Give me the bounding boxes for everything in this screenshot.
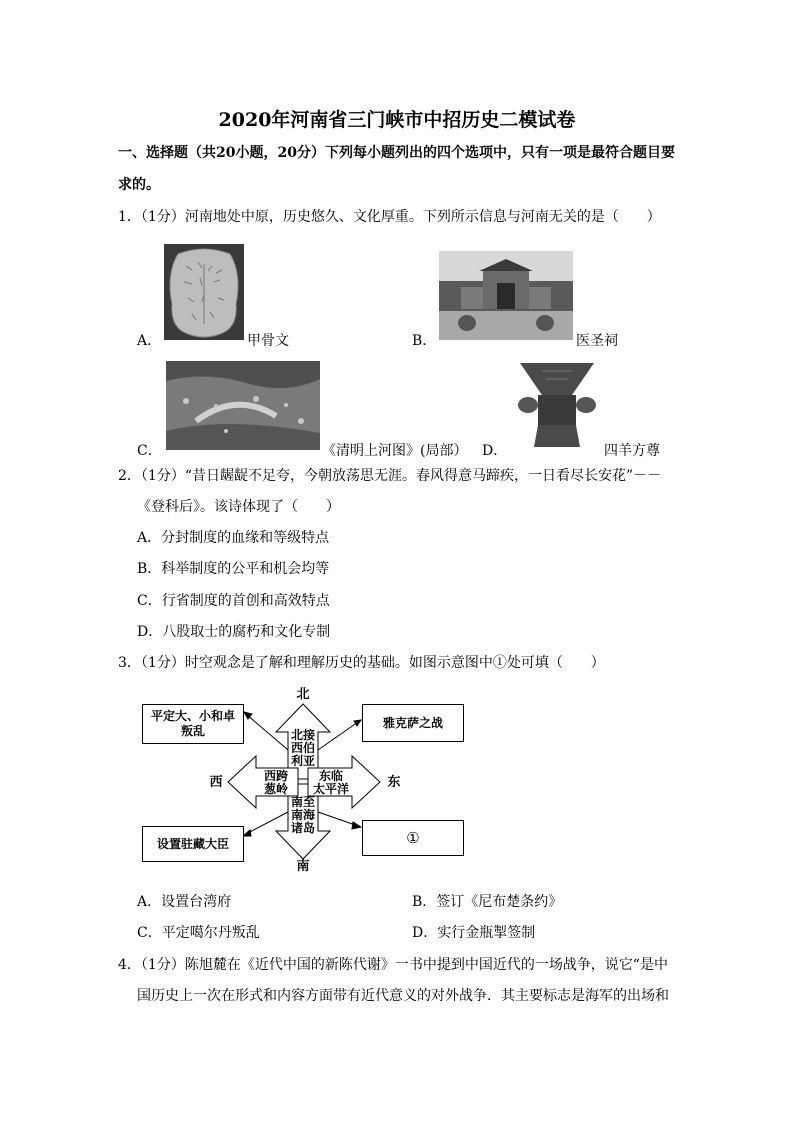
- arrow-south-text: 南至 南海 诸岛: [290, 795, 315, 835]
- q1-option-a-caption: 甲骨文: [247, 333, 289, 349]
- diagram-west-label: 西: [209, 775, 223, 790]
- box-northeast: 雅克萨之战: [362, 704, 464, 742]
- q3-option-d: D．实行金瓶掣签制: [412, 925, 536, 941]
- q1-option-c-letter: C．: [137, 443, 162, 459]
- diagram-south-label: 南: [296, 859, 310, 874]
- q3-stem: 3．（1分）时空观念是了解和理解历史的基础。如图示意图中①处可填（ ）: [118, 655, 605, 671]
- q3-option-b: B．签订《尼布楚条约》: [412, 894, 563, 910]
- q1-option-b-caption: 医圣祠: [576, 333, 618, 349]
- q4-stem-line2: 国历史上一次在形式和内容方面带有近代意义的对外战争．其主要标志是海军的出场和: [137, 988, 669, 1004]
- q2-option-a: A．分封制度的血缘和等级特点: [137, 530, 330, 546]
- arrow-east-text: 东临 太平洋: [312, 769, 349, 796]
- four-goat-zun-image: [512, 361, 602, 449]
- q1-option-d-caption: 四羊方尊: [604, 443, 660, 459]
- q2-stem-line1: 2．（1分）“昔日龌龊不足夸，今朝放荡思无涯。春风得意马蹄疾，一日看尽长安花”－－: [118, 468, 662, 484]
- q1-option-a-letter: A．: [137, 333, 162, 349]
- q3-territory-diagram: [140, 684, 470, 879]
- q1-stem: 1．（1分）河南地处中原，历史悠久、文化厚重。下列所示信息与河南无关的是（ ）: [118, 209, 661, 225]
- q3-option-c: C．平定噶尔丹叛乱: [137, 925, 260, 941]
- section-heading-line1: 一、选择题（共20小题，20分）下列每小题列出的四个选项中，只有一项是最符合题目要: [118, 145, 675, 161]
- q3-option-a: A．设置台湾府: [137, 894, 232, 910]
- q2-option-c: C．行省制度的首创和高效特点: [137, 593, 330, 609]
- arrow-west-text: 西跨 葱岭: [263, 769, 288, 796]
- q1-option-c-caption: 《清明上河图》(局部）: [322, 443, 468, 459]
- q2-stem-line2: 《登科后》。该诗体现了（ ）: [137, 499, 340, 515]
- diagram-east-label: 东: [387, 775, 401, 790]
- q2-option-b: B．科举制度的公平和机会均等: [137, 561, 330, 577]
- qingming-painting-image: [166, 361, 320, 450]
- oracle-bone-image: [164, 244, 244, 340]
- box-northwest: 平定大、小和卓 叛乱: [142, 704, 244, 744]
- page-title: 2020年河南省三门峡市中招历史二模试卷: [218, 109, 576, 131]
- box-southeast-blank: ①: [362, 820, 464, 856]
- q1-option-b-letter: B．: [412, 333, 437, 349]
- section-heading-line2: 求的。: [118, 177, 160, 193]
- q1-option-d-letter: D．: [482, 443, 508, 459]
- box-southwest: 设置驻藏大臣: [142, 826, 244, 862]
- temple-gate-image: [439, 251, 573, 340]
- q4-stem-line1: 4．（1分）陈旭麓在《近代中国的新陈代谢》一书中提到中国近代的一场战争，说它“是中: [118, 957, 668, 973]
- arrow-north-text: 北接 西伯 利亚: [290, 728, 315, 768]
- diagram-north-label: 北: [296, 687, 310, 702]
- q2-option-d: D．八股取士的腐朽和文化专制: [137, 624, 331, 640]
